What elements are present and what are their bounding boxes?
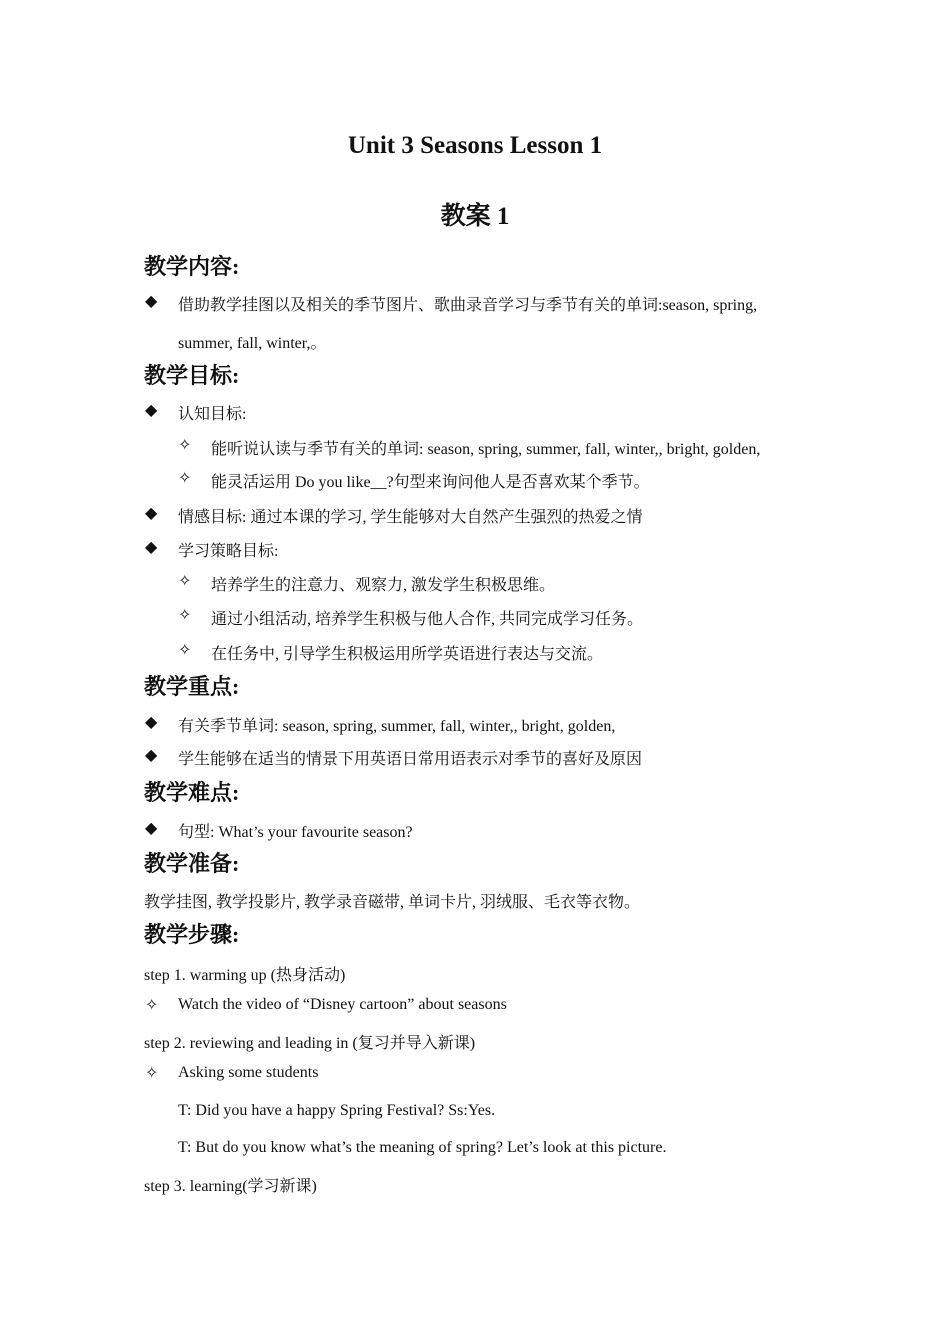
preparation-text: 教学挂图, 教学投影片, 教学录音磁带, 单词卡片, 羽绒服、毛衣等衣物。 <box>144 894 641 911</box>
section-heading-steps: 教学步骤: <box>144 922 240 947</box>
section-heading-preparation: 教学准备: <box>144 851 240 876</box>
dialogue-line: T: Did you have a happy Spring Festival? Ss:Yes. <box>178 1102 496 1119</box>
solid-diamond-icon: ◆ <box>145 505 158 522</box>
hollow-star-icon: ✧ <box>178 642 192 659</box>
solid-diamond-icon: ◆ <box>145 747 158 764</box>
solid-diamond-icon: ◆ <box>145 820 158 837</box>
hollow-star-icon: ✧ <box>178 470 192 487</box>
objective-emotional: 情感目标: 通过本课的学习, 学生能够对大自然产生强烈的热爱之情 <box>178 509 643 526</box>
hollow-star-icon: ✧ <box>178 437 192 454</box>
step-2: step 2. reviewing and leading in (复习并导入新课) <box>144 1035 476 1052</box>
key-point-item: 学生能够在适当的情景下用英语日常用语表示对季节的喜好及原因 <box>178 751 643 768</box>
dialogue-line: T: But do you know what’s the meaning of spring? Let’s look at this picture. <box>178 1139 667 1156</box>
step-1: step 1. warming up (热身活动) <box>144 967 346 984</box>
step-2-item: Asking some students <box>178 1064 319 1081</box>
hollow-star-icon: ✧ <box>178 573 192 590</box>
objective-strategy-item: 在任务中, 引导学生积极运用所学英语进行表达与交流。 <box>211 646 604 663</box>
hollow-star-icon: ✧ <box>145 1065 159 1082</box>
solid-diamond-icon: ◆ <box>145 293 158 310</box>
section-heading-key-points: 教学重点: <box>144 674 240 699</box>
objective-cognitive-item: 能灵活运用 Do you like__?句型来询问他人是否喜欢某个季节。 <box>211 474 650 491</box>
objective-cognitive: 认知目标: <box>178 406 247 423</box>
section-heading-difficulties: 教学难点: <box>144 780 240 805</box>
hollow-star-icon: ✧ <box>145 997 159 1014</box>
key-point-item: 有关季节单词: season, spring, summer, fall, winter,, bright, golden, <box>178 718 616 735</box>
section-heading-content: 教学内容: <box>144 254 240 279</box>
difficulty-item: 句型: What’s your favourite season? <box>178 824 413 841</box>
solid-diamond-icon: ◆ <box>145 402 158 419</box>
objective-strategy-item: 通过小组活动, 培养学生积极与他人合作, 共同完成学习任务。 <box>211 611 644 628</box>
document-subtitle: 教案 1 <box>440 203 510 230</box>
document-title: Unit 3 Seasons Lesson 1 <box>347 132 603 159</box>
hollow-star-icon: ✧ <box>178 607 192 624</box>
section-heading-objectives: 教学目标: <box>144 363 240 388</box>
solid-diamond-icon: ◆ <box>145 714 158 731</box>
objective-strategy-item: 培养学生的注意力、观察力, 激发学生积极思维。 <box>211 577 556 594</box>
solid-diamond-icon: ◆ <box>145 539 158 556</box>
step-3: step 3. learning(学习新课) <box>144 1178 317 1195</box>
step-1-item: Watch the video of “Disney cartoon” about seasons <box>178 996 507 1013</box>
objective-strategy: 学习策略目标: <box>178 543 279 560</box>
content-text: 借助教学挂图以及相关的季节图片、歌曲录音学习与季节有关的单词:season, spring, <box>178 297 758 314</box>
objective-cognitive-item: 能听说认读与季节有关的单词: season, spring, summer, fall, winter,, bright, golden, <box>211 441 761 458</box>
content-text-continued: summer, fall, winter,。 <box>178 335 327 352</box>
